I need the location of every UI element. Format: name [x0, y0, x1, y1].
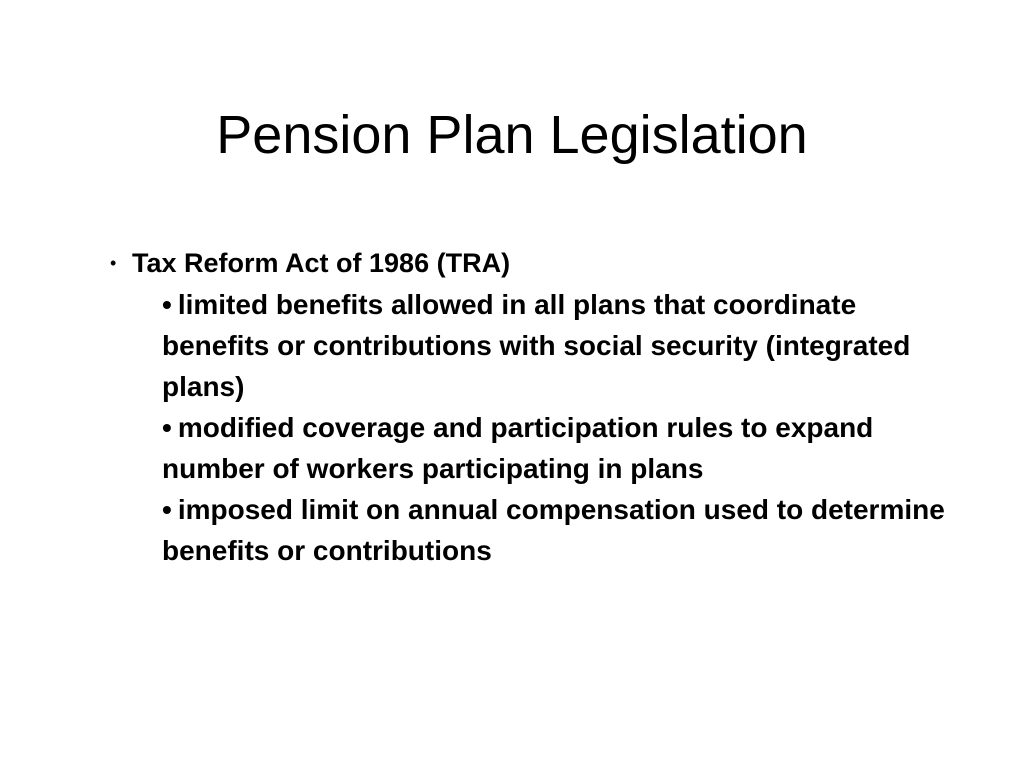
- sub-bullet-item: [162, 284, 952, 407]
- main-bullet-text: Tax Reform Act of 1986 (TRA): [132, 248, 511, 278]
- sub-bullet-item: [162, 407, 952, 489]
- sub-bullet-text: limited benefits allowed in all plans that coordinate benefits or contributions with social security (integrated plans): [162, 289, 911, 402]
- slide-body: [110, 244, 950, 571]
- sub-bullet-text: imposed limit on annual compensation used to determine benefits or contributions: [162, 494, 945, 566]
- sub-bullet-item: [162, 489, 952, 571]
- sub-bullet-text: modified coverage and participation rules to expand number of workers participating in plans: [162, 412, 874, 484]
- bullet-icon: •: [162, 289, 172, 320]
- sub-bullet-list: [162, 284, 952, 571]
- bullet-icon: •: [162, 412, 172, 443]
- slide-title: Pension Plan Legislation: [216, 105, 808, 165]
- main-bullet-item: [110, 244, 950, 282]
- bullet-icon: •: [162, 494, 172, 525]
- bullet-icon: •: [110, 253, 117, 273]
